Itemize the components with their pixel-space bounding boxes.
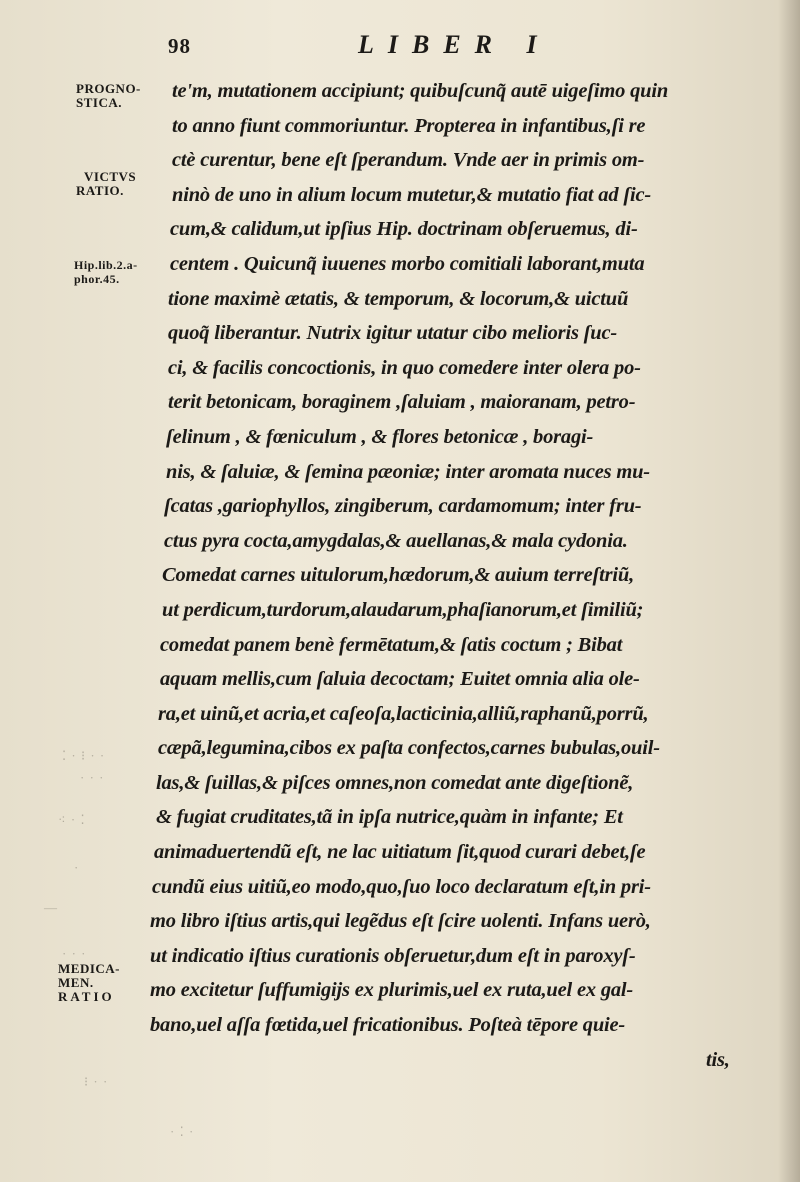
margin-note-line: MEDICA- xyxy=(58,961,120,976)
text-line: las,& ſuillas,& piſces omnes,non comedat ante digeſtionẽ, xyxy=(156,771,634,794)
text-line: ſelinum , & fœniculum , & flores betonicæ , boragi- xyxy=(166,425,594,448)
text-line: quoq̃ liberantur. Nutrix igitur utatur cibo melioris ſuc- xyxy=(168,322,618,345)
margin-note-line: VICTVS xyxy=(84,169,137,184)
text-line: mo excitetur ſuffumigijs ex plurimis,uel ex ruta,uel ex gal- xyxy=(150,979,634,1002)
text-line: ut perdicum,turdorum,alaudarum,phaſianorum,et ſimiliũ; xyxy=(162,598,644,621)
text-line: comedat panem benè fermētatum,& ſatis coctum ; Bibat xyxy=(160,633,623,656)
text-line: cum,& calidum,ut ipſius Hip. doctrinam obſeruemus, di- xyxy=(170,218,638,241)
bleed-through-mark: · ⁚ · xyxy=(170,1124,195,1139)
margin-note-line: STICA. xyxy=(76,95,122,110)
bleed-through-mark: · · · xyxy=(62,946,87,961)
margin-note-medicamen-ratio xyxy=(58,962,120,1004)
text-line: tis, xyxy=(706,1048,730,1071)
text-line: animaduertendũ eſt, ne lac uitiatum ſit,quod curari debet,ſe xyxy=(154,841,646,864)
bleed-through-mark: — xyxy=(44,900,58,915)
page-number: 98 xyxy=(168,34,191,58)
text-line: ra,et uinũ,et acria,et caſeoſa,lacticinia,alliũ,raphanũ,porrũ, xyxy=(158,702,649,725)
margin-note-line: RATIO xyxy=(58,989,115,1004)
bleed-through-mark: ⁖ · ⁚ xyxy=(58,812,86,827)
body-text xyxy=(150,74,768,1077)
bleed-through-mark: ⁝ · · xyxy=(84,1074,109,1089)
text-line: & fugiat cruditates,tã in ipſa nutrice,quàm in infante; Et xyxy=(156,806,623,829)
page-header xyxy=(168,26,768,66)
text-line: nis, & ſaluiæ, & ſemina pæoniæ; inter aromata nuces mu- xyxy=(166,460,650,483)
text-line: ninò de uno in alium locum mutetur,& mutatio fiat ad ſic- xyxy=(172,183,651,206)
running-head: LIBER I xyxy=(358,30,551,59)
text-line: cæpã,legumina,cibos ex paſta confectos,carnes bubulas,ouil- xyxy=(158,737,660,760)
margin-note-victus-ratio xyxy=(76,169,137,198)
bleed-through-mark: ⁚ · ⁝ · · xyxy=(62,748,106,763)
text-line: to anno fiunt commoriuntur. Propterea in infantibus,ſi re xyxy=(172,114,646,137)
bleed-through-mark: · xyxy=(74,860,80,875)
text-line: bano,uel aſſa fœtida,uel fricationibus. Poſteà tēpore quie- xyxy=(150,1014,626,1037)
margin-note-prognostica xyxy=(76,82,141,110)
text-line: ctè curentur, bene eſt ſperandum. Vnde aer in primis om- xyxy=(172,149,645,172)
margin-note-line: Hip.lib.2.a- xyxy=(74,258,138,272)
text-line: cundũ eius uitiũ,eo modo,quo,ſuo loco declaratum eſt,in pri- xyxy=(152,875,651,898)
bleed-through-mark: · · · xyxy=(80,770,105,785)
text-line: te'm, mutationem accipiunt; quibuſcunq̃ autē uigeſimo quin xyxy=(172,80,669,102)
text-line: ſcatas ,gariophyllos, zingiberum, cardamomum; inter fru- xyxy=(164,495,642,518)
text-line: centem . Quicunq̃ iuuenes morbo comitiali laborant,muta xyxy=(170,252,645,275)
text-line: ci, & facilis concoctionis, in quo comedere inter olera po- xyxy=(168,356,641,379)
margin-note-line: RATIO. xyxy=(76,183,124,198)
text-line: Comedat carnes uitulorum,hædorum,& auium terreſtriũ, xyxy=(162,564,635,587)
text-line: mo libro iſtius artis,qui legẽdus eſt ſcire uolenti. Infans uerò, xyxy=(150,910,651,933)
margin-note-hippocrates-reference xyxy=(74,258,138,286)
text-line: tione maximè ætatis, & temporum, & locorum,& uictuũ xyxy=(168,287,629,310)
text-line: ctus pyra cocta,amygdalas,& auellanas,& mala cydonia. xyxy=(164,529,628,552)
text-line: terit betonicam, boraginem ,ſaluiam , maioranam, petro- xyxy=(168,391,636,414)
margin-note-line: phor.45. xyxy=(74,272,120,286)
text-line: ut indicatio iſtius curationis obſeruetur,dum eſt in paroxyſ- xyxy=(150,944,636,967)
page-edge-shadow xyxy=(778,0,800,1182)
margin-note-line: PROGNO- xyxy=(76,81,141,96)
text-line: aquam mellis,cum ſaluia decoctam; Euitet omnia alia ole- xyxy=(160,668,640,691)
margin-note-line: MEN. xyxy=(58,975,94,990)
